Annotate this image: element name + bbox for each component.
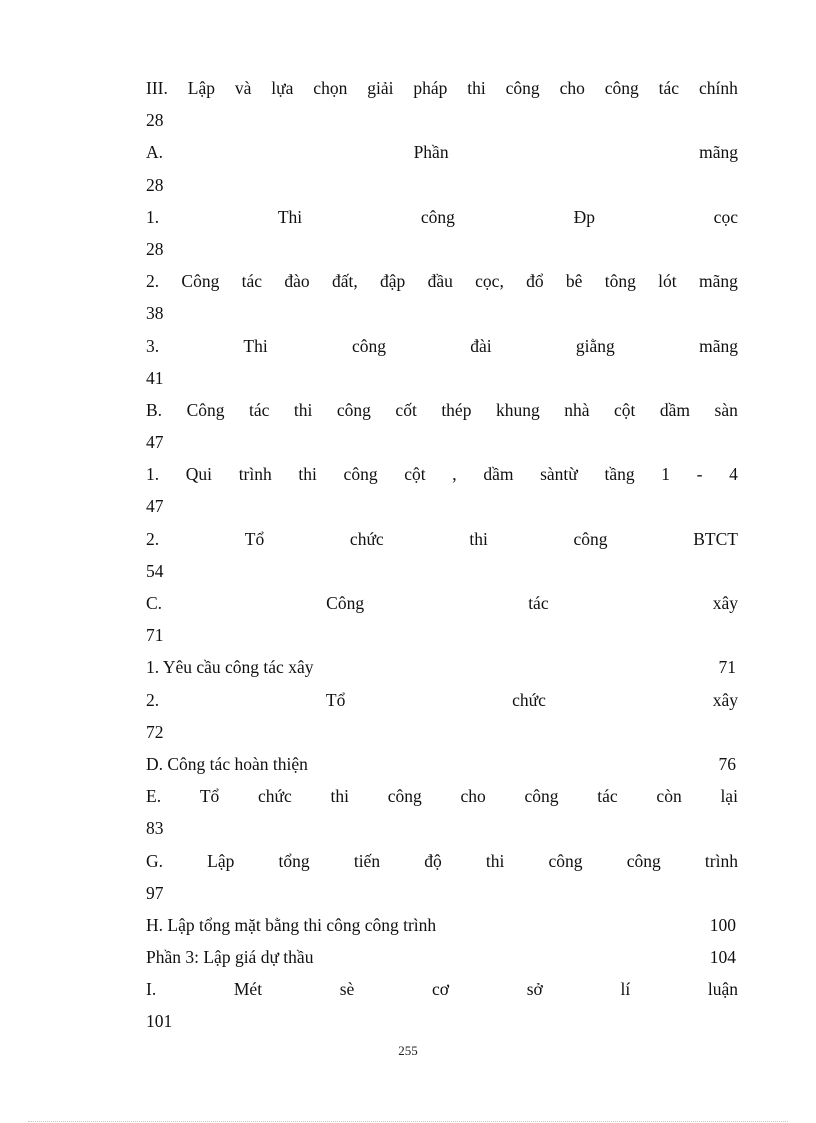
toc-entry-title [146, 458, 738, 490]
toc-word: còn [656, 786, 682, 807]
toc-word: công [505, 78, 540, 98]
toc-word: thép [441, 399, 472, 420]
toc-word: III. [146, 78, 168, 98]
toc-entry-page: 97 [146, 882, 164, 903]
toc-word: thi [469, 528, 488, 549]
toc-entry-title [146, 523, 738, 555]
toc-entry-page: 28 [146, 238, 164, 259]
toc-word: trình [704, 850, 738, 871]
toc-word: tác [658, 78, 680, 98]
toc-word: B. [146, 399, 163, 420]
toc-word: chức [349, 528, 384, 549]
toc-entry-page: 41 [146, 367, 164, 388]
toc-word: Phần [413, 142, 449, 163]
toc-word: tác [241, 271, 263, 292]
toc-word: tầng [604, 464, 635, 485]
toc-word: công [336, 399, 371, 420]
toc-word: sàntừ [540, 464, 578, 485]
toc-word: dầm [659, 399, 691, 420]
toc-word: sở [526, 979, 543, 1000]
toc-word: thi [467, 78, 486, 98]
toc-entry-page: 71 [146, 625, 164, 646]
toc-entry-title: H. Lập tổng mặt bằng thi công công trình [146, 914, 437, 935]
toc-word: nhà [564, 399, 590, 420]
toc-word: thi [485, 850, 505, 871]
toc-word: pháp [413, 78, 448, 98]
toc-word: tác [528, 593, 549, 613]
table-of-contents [146, 72, 738, 1038]
toc-word: trình [238, 464, 272, 485]
toc-word: đất, [331, 271, 358, 292]
toc-word: tổng [278, 850, 310, 871]
toc-word: mãng [699, 335, 738, 356]
toc-word: Tổ [244, 528, 265, 549]
toc-word: và [234, 78, 252, 98]
toc-word: chính [698, 78, 738, 98]
toc-word: 2. [146, 689, 160, 710]
toc-word: Thi [277, 206, 303, 227]
toc-word: lại [720, 786, 738, 807]
toc-word: đài [470, 335, 492, 356]
toc-entry-page: 71 [718, 657, 736, 678]
toc-entry-title [146, 72, 738, 104]
toc-word: đập [380, 271, 406, 292]
toc-entry-title [146, 587, 738, 619]
toc-word: công [351, 335, 386, 356]
toc-entry-page: 104 [709, 947, 736, 968]
toc-word: bê [565, 271, 583, 292]
toc-entry-title: Phần 3: Lập giá dự thầu [146, 947, 314, 968]
toc-word: - [696, 464, 703, 485]
toc-word: đổ [526, 271, 544, 292]
toc-word: 1. [146, 206, 160, 227]
toc-entry-title [146, 136, 738, 168]
toc-word: Thi [243, 335, 268, 356]
toc-word: công [548, 850, 583, 871]
toc-entry-page: 100 [709, 914, 736, 935]
toc-word: luận [707, 979, 738, 1000]
toc-word: I. [146, 979, 157, 1000]
toc-word: dầm [483, 464, 514, 485]
toc-word: cơ [432, 979, 450, 1000]
toc-word: công [420, 206, 455, 227]
toc-word: E. [146, 786, 162, 807]
toc-entry-page: 101 [146, 1011, 173, 1032]
toc-word: sàn [714, 399, 738, 420]
toc-entry-page: 83 [146, 818, 164, 839]
toc-word: thi [298, 464, 317, 485]
toc-word: thi [293, 399, 313, 420]
toc-word: Qui [185, 464, 213, 485]
toc-entry-page: 47 [146, 496, 164, 517]
toc-entry-page: 54 [146, 560, 164, 581]
toc-word: xây [712, 689, 738, 710]
toc-word: lót [658, 271, 677, 292]
toc-word: chọn [313, 78, 348, 98]
toc-entry-title [146, 684, 738, 716]
toc-word: công [573, 528, 608, 549]
toc-word: đầu [427, 271, 453, 292]
toc-word: cọc, [475, 271, 504, 292]
toc-word: lí [620, 979, 631, 1000]
toc-word: độ [424, 850, 442, 871]
toc-entry-page: 47 [146, 432, 164, 453]
toc-entry-title: D. Công tác hoàn thiện [146, 753, 308, 774]
toc-word: công [343, 464, 378, 485]
toc-word: A. [146, 142, 164, 163]
toc-word: xây [712, 593, 738, 613]
toc-word: giải [367, 78, 394, 98]
toc-word: C. [146, 593, 163, 613]
toc-word: chức [258, 786, 292, 807]
toc-word: 3. [146, 335, 160, 356]
page-bottom-rule [28, 1121, 788, 1122]
toc-word: Lập [187, 78, 215, 98]
toc-word: sè [339, 979, 355, 1000]
toc-entry-title [146, 394, 738, 426]
toc-entry [146, 748, 738, 780]
toc-word: Công [181, 271, 220, 292]
toc-word: chức [512, 689, 546, 710]
toc-word: Tổ [325, 689, 346, 710]
toc-word: công [387, 786, 422, 807]
toc-word: tông [604, 271, 636, 292]
toc-word: mãng [699, 142, 738, 163]
toc-entry [146, 909, 738, 941]
toc-entry-title [146, 973, 738, 1005]
toc-word: 4 [729, 464, 738, 485]
toc-word: lựa [271, 78, 294, 98]
toc-word: đào [284, 271, 310, 292]
toc-word: cho [559, 78, 585, 98]
toc-word: giằng [575, 335, 615, 356]
toc-word: cọc [713, 206, 738, 227]
toc-word: , [452, 464, 457, 485]
toc-entry-title [146, 201, 738, 233]
toc-word: Lập [207, 850, 235, 871]
toc-entry-page: 38 [146, 303, 164, 324]
toc-word: cột [404, 464, 426, 485]
toc-word: 1. [146, 464, 160, 485]
toc-entry-page: 28 [146, 110, 164, 131]
toc-word: Công [326, 593, 365, 613]
toc-entry-title [146, 780, 738, 812]
toc-word: tác [249, 399, 270, 420]
toc-word: công [604, 78, 639, 98]
toc-word: 2. [146, 271, 160, 292]
toc-entry-title [146, 845, 738, 877]
toc-entry-title: 1. Yêu cầu công tác xây [146, 657, 314, 678]
toc-word: tiến [353, 850, 381, 871]
toc-word: Đp [573, 206, 595, 227]
toc-word: G. [146, 850, 164, 871]
toc-word: công [524, 786, 559, 807]
toc-entry-page: 72 [146, 721, 164, 742]
toc-word: thi [330, 786, 349, 807]
toc-word: tác [597, 786, 618, 807]
toc-word: 1 [661, 464, 670, 485]
toc-word: cho [460, 786, 486, 807]
toc-word: Mét [233, 979, 263, 1000]
toc-entry-title [146, 330, 738, 362]
toc-entry [146, 941, 738, 973]
toc-entry [146, 651, 738, 683]
toc-word: mãng [698, 271, 738, 292]
toc-word: khung [495, 399, 540, 420]
toc-word: công [626, 850, 661, 871]
toc-word: cột [613, 399, 636, 420]
toc-word: BTCT [693, 528, 738, 549]
toc-word: 2. [146, 528, 160, 549]
toc-entry-title [146, 265, 738, 297]
toc-word: Tổ [199, 786, 220, 807]
toc-entry-page: 28 [146, 174, 164, 195]
page-number: 255 [398, 1043, 418, 1058]
toc-word: Công [186, 399, 225, 420]
toc-word: cốt [395, 399, 417, 420]
toc-entry-page: 76 [718, 753, 736, 774]
